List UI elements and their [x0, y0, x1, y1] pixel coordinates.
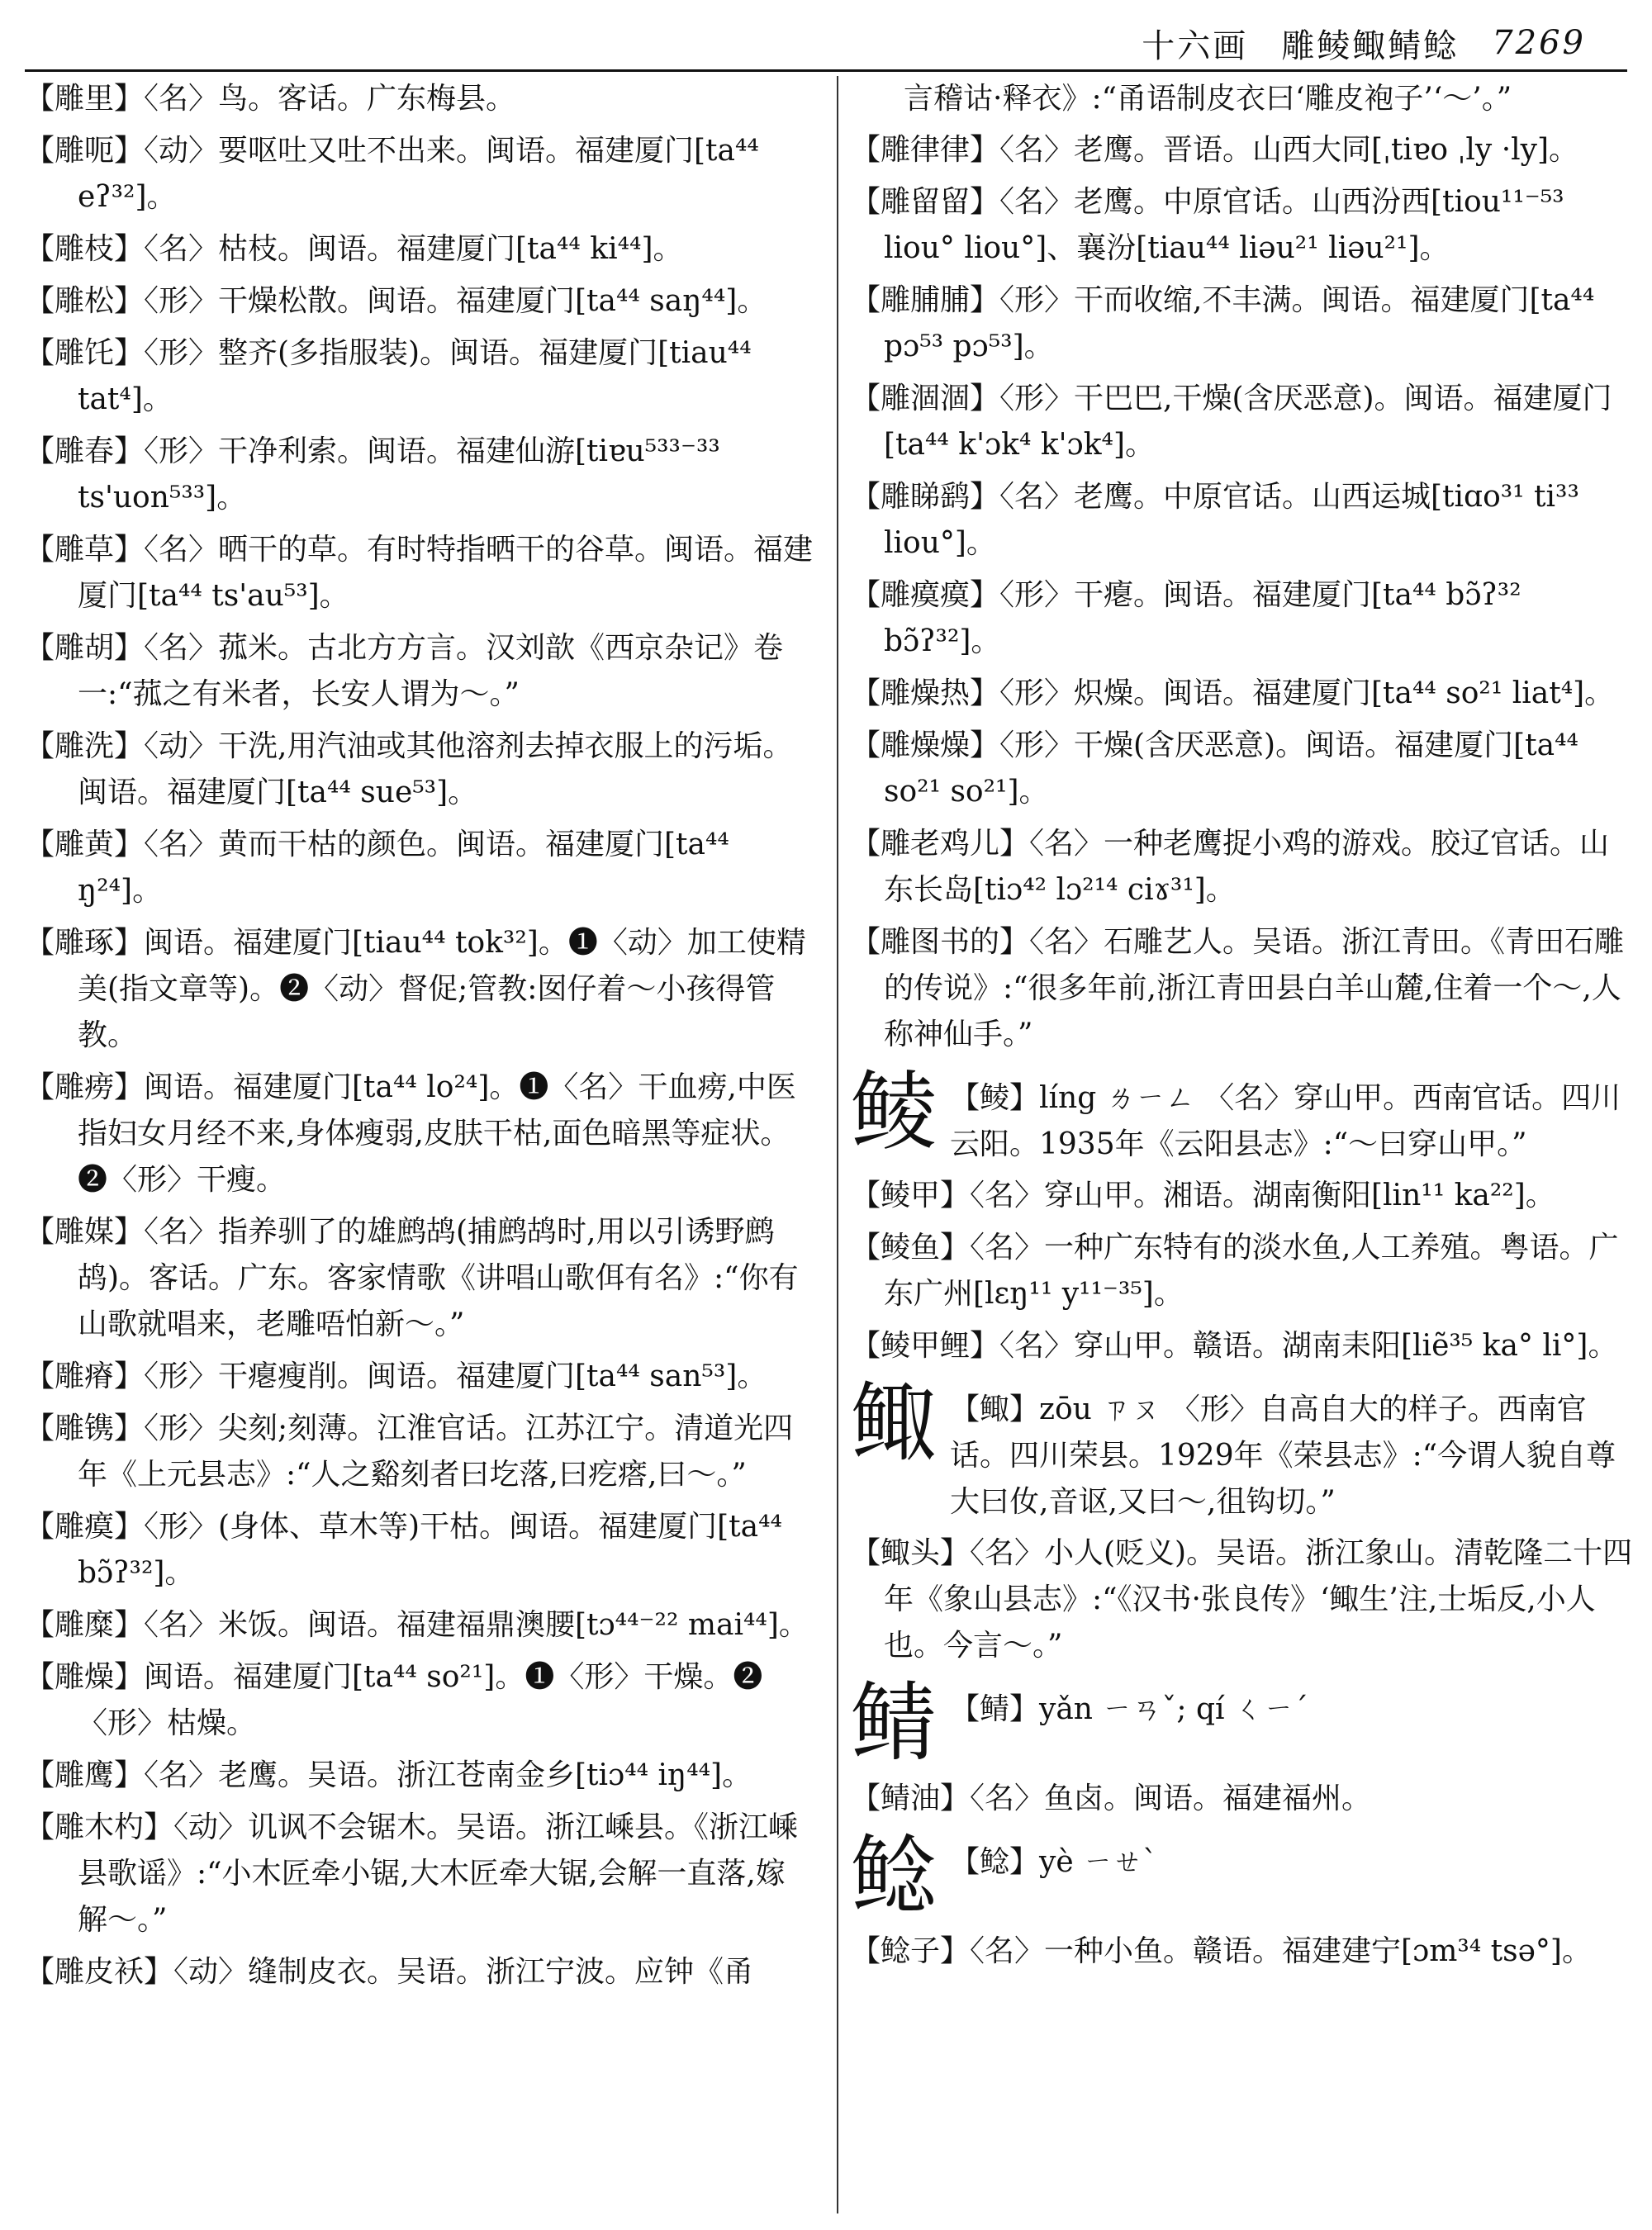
dictionary-entry: 【雕睇鹞】〈名〉老鹰。中原官话。山西运城[tiɑo³¹ ti³³ liou°]。 [851, 480, 1579, 560]
head-character-definition: 【鲭】yǎn ㄧㄢˇ; qí ㄑㄧˊ [950, 1692, 1309, 1726]
dictionary-entry: 【雕燥燥】〈形〉干燥(含厌恶意)。闽语。福建厦门[ta⁴⁴ so²¹ so²¹]。 [851, 728, 1578, 809]
dictionary-entry: 【雕图书的】〈名〉石雕艺人。吴语。浙江青田。《青田石雕的传说》:“很多年前,浙江青田县白羊山麓,住着一个～,人称神仙手。” [851, 925, 1625, 1051]
character-heading-entry [851, 1375, 1635, 1525]
dictionary-entry: 【雕涸涸】〈形〉干巴巴,干燥(含厌恶意)。闽语。福建厦门[ta⁴⁴ k'ɔk⁴ k'ɔk⁴]。 [851, 382, 1612, 462]
column-divider [837, 76, 838, 2213]
dictionary-entry: 【雕春】〈形〉干净利索。闽语。福建仙游[tiɐu⁵³³⁻³³ ts'uon⁵³³]。 [25, 434, 720, 515]
entry-continuation: 言稽诂·释衣》:“甬语制皮衣曰‘雕皮袍子’‘～’。” [904, 82, 1512, 116]
dictionary-entry: 【雕草】〈名〉晒干的草。有时特指晒干的谷草。闽语。福建厦门[ta⁴⁴ ts'au⁵³]。 [25, 533, 814, 613]
dictionary-entry: 【雕留留】〈名〉老鹰。中原官话。山西汾西[tiou¹¹⁻⁵³ liou° liou°]、襄汾[tiau⁴⁴ liəu²¹ liəu²¹]。 [851, 185, 1564, 265]
right-column [851, 76, 1635, 2213]
dictionary-entry: 【雕琢】闽语。福建厦门[tiau⁴⁴ tok³²]。❶〈动〉加工使精美(指文章等)。❷〈动〉督促;管教:囡仔着～小孩得管教。 [25, 926, 806, 1052]
dictionary-entry: 【鲮甲鲤】〈名〉穿山甲。赣语。湖南耒阳[liẽ³⁵ ka° li°]。 [851, 1329, 1618, 1363]
character-heading-entry [851, 1672, 1635, 1773]
dictionary-entry: 【鲶子】〈名〉一种小鱼。赣语。福建建宁[ɔm³⁴ tsə°]。 [851, 1934, 1592, 1968]
head-character: 鲶 [851, 1825, 938, 1926]
dictionary-entry: 【鲭油】〈名〉鱼卤。闽语。福建福州。 [851, 1782, 1372, 1815]
dictionary-entry: 【雕皮袄】〈动〉缝制皮衣。吴语。浙江宁波。应钟《甬 [25, 1955, 754, 1989]
dictionary-entry: 【雕媒】〈名〉指养驯了的雄鹧鸪(捕鹧鸪时,用以引诱野鹧鸪)。客话。广东。客家情歌《讲唱山歌佴有名》:“你有山歌就唱来，老雕唔怕新～。” [25, 1215, 799, 1341]
head-character: 鲮 [851, 1061, 938, 1162]
dictionary-entry: 【雕瘼瘼】〈形〉干瘪。闽语。福建厦门[ta⁴⁴ bɔ̃ʔ³² bɔ̃ʔ³²]。 [851, 578, 1521, 658]
head-character: 鲭 [851, 1672, 938, 1773]
dictionary-entry: 【雕镌】〈形〉尖刻;刻薄。江淮官话。江苏江宁。清道光四年《上元县志》:“人之谿刻者曰圪落,曰疙瘩,曰～。” [25, 1412, 794, 1492]
character-heading-entry [851, 1061, 1635, 1168]
dictionary-entry: 【雕木杓】〈动〉讥讽不会锯木。吴语。浙江嵊县。《浙江嵊县歌谣》:“小木匠牵小锯,大木匠牵大锯,会解一直落,嫁解～。” [25, 1810, 799, 1937]
dictionary-entry: 【雕饦】〈形〉整齐(多指服装)。闽语。福建厦门[tiau⁴⁴ tat⁴]。 [25, 336, 752, 416]
left-column [25, 76, 824, 2213]
page-header [66, 18, 1586, 68]
dictionary-entry: 【雕燥】闽语。福建厦门[ta⁴⁴ so²¹]。❶〈形〉干燥。❷〈形〉枯燥。 [25, 1660, 763, 1740]
dictionary-entry: 【雕律律】〈名〉老鹰。晋语。山西大同[ˌtiɐo ˌly ·ly]。 [851, 133, 1579, 167]
dictionary-entry: 【雕燥热】〈形〉炽燥。闽语。福建厦门[ta⁴⁴ so²¹ liat⁴]。 [851, 676, 1615, 710]
dictionary-entry: 【雕瘼】〈形〉(身体、草木等)干枯。闽语。福建厦门[ta⁴⁴ bɔ̃ʔ³²]。 [25, 1510, 782, 1590]
header-characters: 雕鲮鲰鲭鲶 [1281, 26, 1460, 65]
dictionary-entry: 【雕脯脯】〈形〉干而收缩,不丰满。闽语。福建厦门[ta⁴⁴ pɔ⁵³ pɔ⁵³]。 [851, 283, 1595, 363]
head-character-definition: 【鲮】líng ㄌㄧㄥ 〈名〉穿山甲。西南官话。四川云阳。1935年《云阳县志》:“～曰穿山甲。” [950, 1081, 1621, 1161]
page-number: 7269 [1492, 24, 1586, 62]
header-rule [25, 69, 1627, 72]
dictionary-entry: 【鲮鱼】〈名〉一种广东特有的淡水鱼,人工养殖。粤语。广东广州[lɛŋ¹¹ y¹¹⁻³⁵]。 [851, 1231, 1619, 1311]
dictionary-entry: 【雕瘠】〈形〉干瘪瘦削。闽语。福建厦门[ta⁴⁴ san⁵³]。 [25, 1359, 767, 1393]
dictionary-entry: 【雕枝】〈名〉枯枝。闽语。福建厦门[ta⁴⁴ ki⁴⁴]。 [25, 232, 683, 266]
dictionary-entry: 【雕洗】〈动〉干洗,用汽油或其他溶剂去掉衣服上的污垢。闽语。福建厦门[ta⁴⁴ sue⁵³]。 [25, 729, 793, 809]
dictionary-entry: 【雕呃】〈动〉要呕吐又吐不出来。闽语。福建厦门[ta⁴⁴ eʔ³²]。 [25, 134, 759, 214]
head-character: 鲰 [851, 1373, 938, 1473]
dictionary-entry: 【雕黄】〈名〉黄而干枯的颜色。闽语。福建厦门[ta⁴⁴ ŋ²⁴]。 [25, 828, 729, 908]
character-heading-entry [851, 1825, 1635, 1926]
dictionary-entry: 【鲰头】〈名〉小人(贬义)。吴语。浙江象山。清乾隆二十四年《象山县志》:“《汉书·张良传》‘鲰生’注,士垢反,小人也。今言～。” [851, 1536, 1633, 1663]
dictionary-entry: 【雕鹰】〈名〉老鹰。吴语。浙江苍南金乡[tiɔ⁴⁴ iŋ⁴⁴]。 [25, 1758, 752, 1792]
dictionary-entry: 【雕老鸡儿】〈名〉一种老鹰捉小鸡的游戏。胶辽官话。山东长岛[tiɔ⁴² lɔ²¹⁴ ciɤ³¹]。 [851, 827, 1610, 907]
dictionary-entry: 【雕里】〈名〉鸟。客话。广东梅县。 [25, 82, 516, 116]
dictionary-entry: 【鲮甲】〈名〉穿山甲。湘语。湖南衡阳[lin¹¹ ka²²]。 [851, 1179, 1555, 1212]
head-character-definition: 【鲶】yè ㄧㄝˋ [950, 1845, 1158, 1879]
dictionary-entry: 【雕痨】闽语。福建厦门[ta⁴⁴ lo²⁴]。❶〈名〉干血痨,中医指妇女月经不来,身体瘦弱,皮肤干枯,面色暗黑等症状。❷〈形〉干瘦。 [25, 1070, 796, 1197]
dictionary-entry: 【雕糜】〈名〉米饭。闽语。福建福鼎澳腰[tɔ⁴⁴⁻²² mai⁴⁴]。 [25, 1608, 809, 1642]
dictionary-entry: 【雕松】〈形〉干燥松散。闽语。福建厦门[ta⁴⁴ saŋ⁴⁴]。 [25, 284, 767, 318]
dictionary-entry: 【雕胡】〈名〉菰米。古北方方言。汉刘歆《西京杂记》卷一:“菰之有米者，长安人谓为～。” [25, 631, 784, 711]
section-label: 十六画 [1142, 26, 1249, 65]
head-character-definition: 【鲰】zōu ㄗㄡ 〈形〉自高自大的样子。西南官话。四川荣县。1929年《荣县志》:“今谓人貌自尊大曰㚢,音讴,又曰～,徂钩切。” [950, 1393, 1616, 1519]
